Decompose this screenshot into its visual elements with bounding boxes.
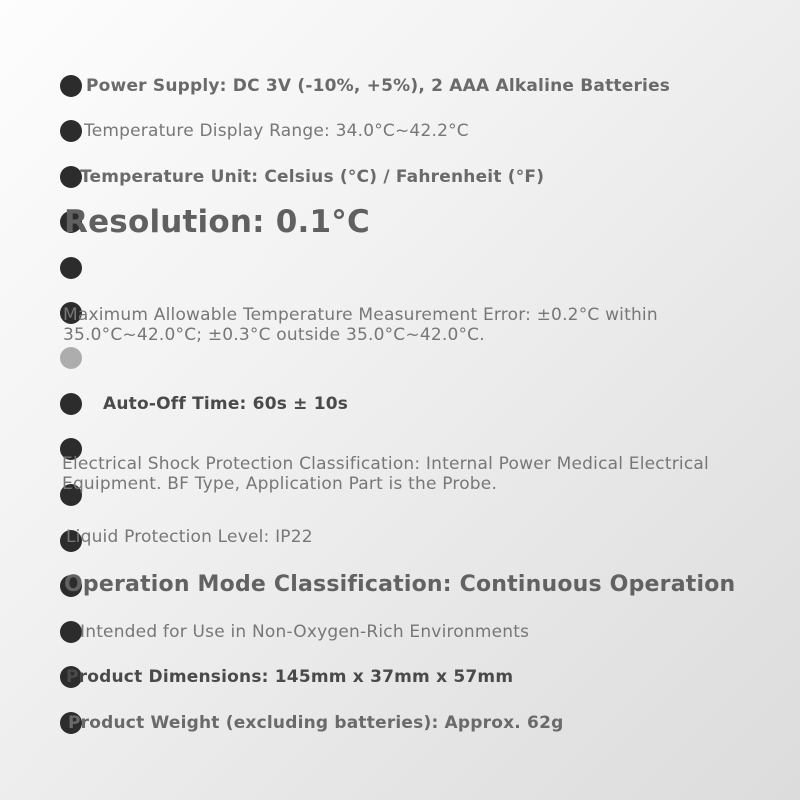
spec-power-supply: Power Supply: DC 3V (-10%, +5%), 2 AAA Alkaline Batteries [86,76,671,96]
spec-shock-protection: Electrical Shock Protection Classification: Internal Power Medical Electrical Equipment. BF Type, Application Part is the Probe. [62,454,709,494]
bullet-icon [60,393,82,415]
spec-operation-mode: Operation Mode Classification: Continuous Operation [64,572,736,597]
spec-environment: Intended for Use in Non-Oxygen-Rich Environments [80,622,530,642]
bullet-icon [60,75,82,97]
bullet-icon [60,257,82,279]
spec-auto-off-time: Auto-Off Time: 60s ± 10s [103,394,349,414]
spec-temperature-display-range: Temperature Display Range: 34.0°C~42.2°C [84,121,469,141]
bullet-icon [60,120,82,142]
bullet-icon [60,621,82,643]
spec-dimensions: Product Dimensions: 145mm x 37mm x 57mm [66,667,514,687]
spec-resolution: Resolution: 0.1°C [64,204,370,240]
spec-weight: Product Weight (excluding batteries): Approx. 62g [68,713,564,733]
spec-temperature-unit: Temperature Unit: Celsius (°C) / Fahrenheit (°F) [80,167,545,187]
bullet-icon [60,347,82,369]
bullet-icon [60,166,82,188]
spec-liquid-protection: Liquid Protection Level: IP22 [66,527,313,547]
spec-measurement-error: Maximum Allowable Temperature Measurement Error: ±0.2°C within 35.0°C~42.0°C; ±0.3°C outside 35.0°C~42.0°C. [63,305,658,345]
